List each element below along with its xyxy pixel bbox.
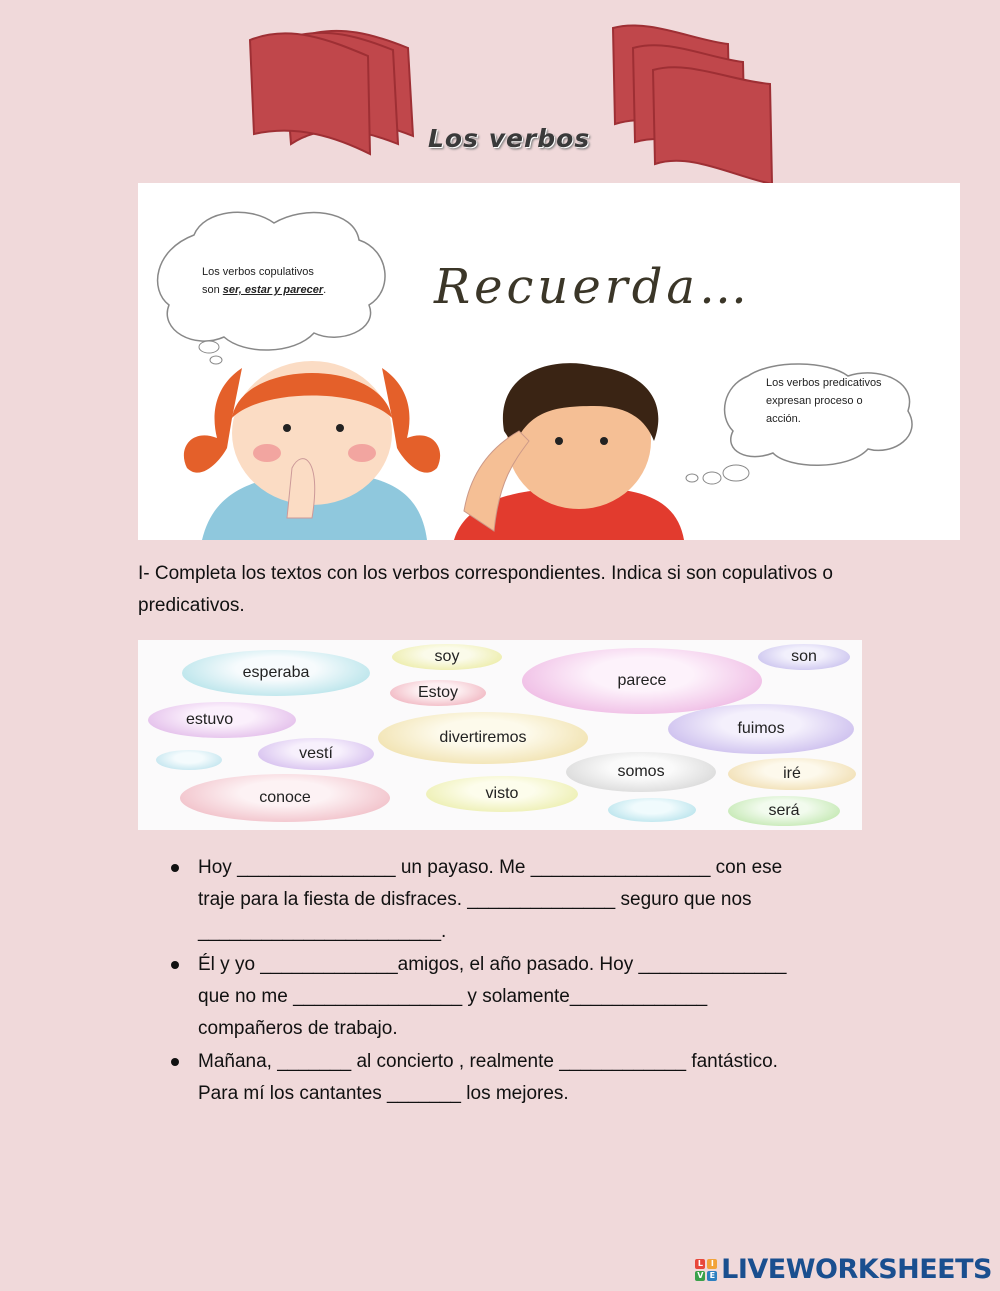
exercise-item xyxy=(168,1046,858,1110)
word-bubble[interactable] xyxy=(728,758,856,790)
word-bubble[interactable] xyxy=(182,650,370,696)
word-label: somos xyxy=(617,763,665,780)
copulative-verbs-emphasis: ser, estar y parecer xyxy=(222,284,324,296)
word-bank xyxy=(138,640,862,830)
exercise-line: Para mí los cantantes _______ los mejores. xyxy=(198,1083,569,1104)
brand-logo-icon xyxy=(695,1259,717,1281)
word-label: divertiremos xyxy=(439,729,527,746)
liveworksheets-logo[interactable] xyxy=(695,1254,992,1285)
word-bubble[interactable] xyxy=(668,704,854,754)
exercise-item xyxy=(168,852,858,948)
word-bubble[interactable] xyxy=(258,738,374,770)
cloud-left-prefix: son xyxy=(202,284,223,296)
decorative-bubble xyxy=(156,750,222,770)
word-bubble[interactable] xyxy=(758,644,850,670)
word-bubble[interactable] xyxy=(392,644,502,670)
word-bubble[interactable] xyxy=(426,776,578,812)
exercise-line: Mañana, _______ al concierto , realmente ____________ fantástico. xyxy=(198,1051,778,1072)
cloud-right-line1: Los verbos predicativos xyxy=(766,377,882,389)
page-title: Los verbos xyxy=(428,124,591,153)
logo-letter: E xyxy=(707,1271,717,1281)
exercise-line: traje para la fiesta de disfraces. ______________ seguro que nos xyxy=(198,889,752,910)
cloud-right-line2: expresan proceso o xyxy=(766,395,863,407)
cloud-left-suffix: . xyxy=(323,284,327,296)
right-banner-icon xyxy=(608,20,778,188)
exercise-line: que no me ________________ y solamente_____________ xyxy=(198,986,708,1007)
word-label: esperaba xyxy=(242,664,310,681)
decorative-bubble xyxy=(608,798,696,822)
logo-letter: I xyxy=(707,1259,717,1269)
word-bubble[interactable] xyxy=(728,796,840,826)
word-bubble[interactable] xyxy=(390,680,486,706)
word-bubble[interactable] xyxy=(180,774,390,822)
word-bubble[interactable] xyxy=(148,702,296,738)
word-label: conoce xyxy=(259,789,311,806)
cloud-right-text xyxy=(766,374,882,428)
cloud-left-line2 xyxy=(202,281,326,299)
exercise-line: compañeros de trabajo. xyxy=(198,1018,398,1039)
girl-illustration-icon xyxy=(172,358,452,540)
word-label: estuvo xyxy=(186,711,234,728)
recuerda-panel xyxy=(138,183,960,540)
cloud-left-line1: Los verbos copulativos xyxy=(202,266,314,278)
word-label: son xyxy=(791,648,817,665)
word-label: iré xyxy=(783,765,801,782)
cloud-left-text xyxy=(202,263,326,299)
exercise-line: Él y yo _____________amigos, el año pasado. Hoy ______________ xyxy=(198,954,787,975)
exercise-item xyxy=(168,949,858,1045)
boy-illustration-icon xyxy=(444,361,704,540)
brand-name: LIVEWORKSHEETS xyxy=(721,1254,992,1285)
cloud-right-line3: acción. xyxy=(766,413,801,425)
word-label: soy xyxy=(434,648,460,665)
word-label: parece xyxy=(617,672,667,689)
logo-letter: V xyxy=(695,1271,705,1281)
word-label: vestí xyxy=(299,745,333,762)
recuerda-heading: Recuerda… xyxy=(434,259,752,315)
word-label: será xyxy=(768,802,800,819)
logo-letter: L xyxy=(695,1259,705,1269)
word-label: Estoy xyxy=(417,684,458,701)
word-label: visto xyxy=(485,785,519,802)
word-bubble[interactable] xyxy=(566,752,716,792)
exercise-line: Hoy _______________ un payaso. Me _________________ con ese xyxy=(198,857,783,878)
word-bubble[interactable] xyxy=(378,712,588,764)
left-banner-icon xyxy=(248,26,423,161)
exercise-list xyxy=(168,852,858,1111)
word-bubble[interactable] xyxy=(522,648,762,714)
exercise-line: _______________________. xyxy=(198,921,447,942)
instructions-text: I- Completa los textos con los verbos correspondientes. Indica si son copulativos o predicativos. xyxy=(138,563,833,616)
word-label: fuimos xyxy=(737,720,785,737)
